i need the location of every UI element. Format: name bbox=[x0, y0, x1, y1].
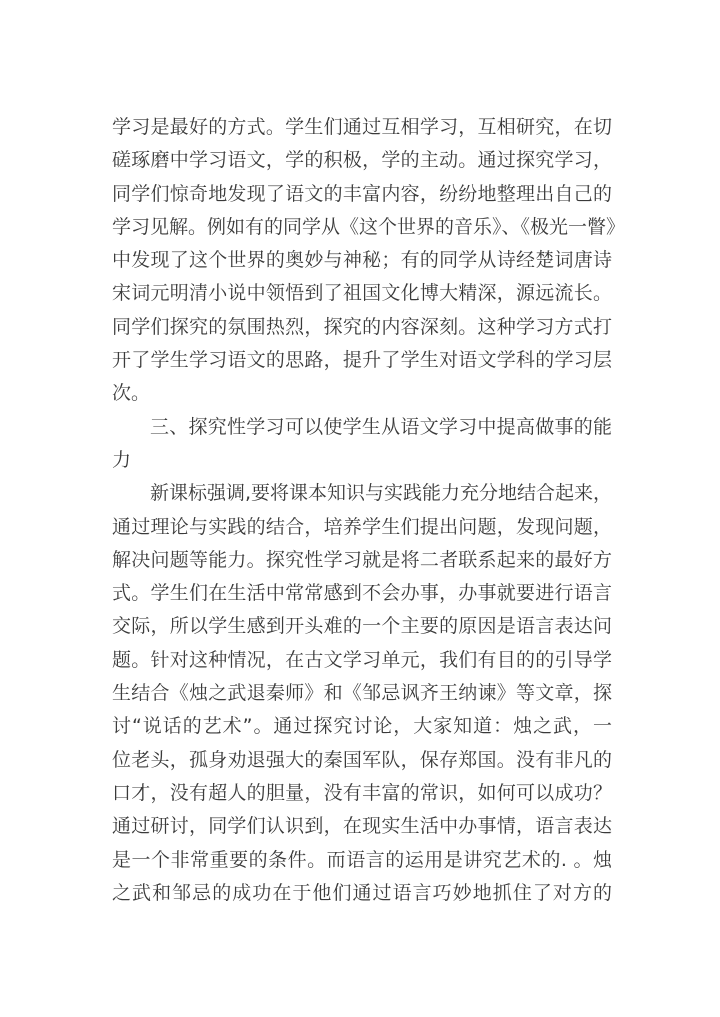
text-line: 是一个非常重要的条件。而语言的运用是讲究艺术的. 。烛 bbox=[112, 848, 612, 871]
text-line: 同学们惊奇地发现了语文的丰富内容，纷纷地整理出自己的 bbox=[112, 182, 612, 205]
text-line: 题。针对这种情况，在古文学习单元，我们有目的的引导学 bbox=[112, 648, 612, 671]
text-line: 三、探究性学习可以使学生从语文学习中提高做事的能 bbox=[150, 415, 612, 438]
text-line: 力 bbox=[112, 448, 132, 471]
text-line: 中发现了这个世界的奥妙与神秘；有的同学从诗经楚词唐诗 bbox=[112, 249, 612, 272]
text-line: 新课标强调,要将课本知识与实践能力充分地结合起来， bbox=[150, 482, 613, 505]
text-line: 同学们探究的氛围热烈，探究的内容深刻。这种学习方式打 bbox=[112, 315, 612, 338]
text-line: 式。学生们在生活中常常感到不会办事，办事就要进行语言 bbox=[112, 582, 612, 605]
text-line: 讨“说话的艺术”。通过探究讨论，大家知道：烛之武，一 bbox=[112, 715, 612, 738]
text-line: 通过研讨，同学们认识到，在现实生活中办事情，语言表达 bbox=[112, 815, 612, 838]
text-line: 次。 bbox=[112, 382, 151, 405]
text-line: 学习是最好的方式。学生们通过互相学习，互相研究，在切 bbox=[112, 116, 612, 138]
text-line: 生结合《烛之武退秦师》和《邹忌讽齐王纳谏》等文章，探 bbox=[112, 682, 612, 705]
text-line: 磋琢磨中学习语文，学的积极，学的主动。通过探究学习， bbox=[112, 149, 612, 172]
text-line: 解决问题等能力。探究性学习就是将二者联系起来的最好方 bbox=[112, 548, 612, 571]
text-line: 之武和邹忌的成功在于他们通过语言巧妙地抓住了对方的 bbox=[112, 881, 612, 904]
text-line: 宋词元明清小说中领悟到了祖国文化博大精深，源远流长。 bbox=[112, 282, 612, 305]
text-line: 开了学生学习语文的思路，提升了学生对语文学科的学习层 bbox=[112, 349, 612, 372]
text-line: 位老头，孤身劝退强大的秦国军队，保存郑国。没有非凡的 bbox=[112, 748, 612, 771]
text-line: 学习见解。例如有的同学从《这个世界的音乐》、《极光一瞥》 bbox=[112, 215, 626, 238]
text-line: 通过理论与实践的结合，培养学生们提出问题，发现问题， bbox=[112, 515, 612, 538]
text-line: 口才，没有超人的胆量，没有丰富的常识，如何可以成功？ bbox=[112, 781, 612, 804]
document-page bbox=[112, 111, 626, 910]
text-line: 交际，所以学生感到开头难的一个主要的原因是语言表达问 bbox=[112, 615, 612, 638]
